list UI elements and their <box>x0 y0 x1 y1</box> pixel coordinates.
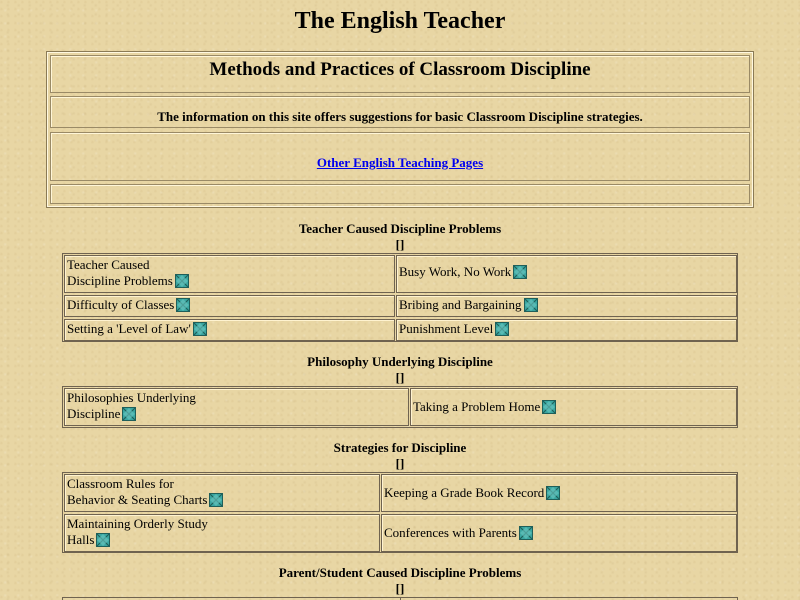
header-link-cell <box>50 132 750 181</box>
item-label-line2: Behavior & Seating Charts <box>67 492 208 507</box>
broken-image-icon[interactable] <box>542 400 556 414</box>
header-intro-cell <box>50 96 750 128</box>
broken-image-icon[interactable] <box>513 265 527 279</box>
page-title: The English Teacher <box>294 8 506 34</box>
list-item[interactable] <box>64 388 409 426</box>
other-pages-link-wrap <box>51 155 749 171</box>
item-label: Setting a 'Level of Law' <box>67 321 191 336</box>
header-intro-text: The information on this site offers suggestions for basic Classroom Discipline strategies. <box>157 109 643 124</box>
header-heading-cell <box>50 55 750 93</box>
item-label: Punishment Level <box>399 321 494 336</box>
list-item[interactable] <box>64 319 395 341</box>
item-label-line2: Discipline <box>67 406 121 421</box>
item-label-line1: Philosophies Underlying <box>67 390 196 405</box>
broken-image-icon[interactable] <box>519 526 533 540</box>
item-label: Taking a Problem Home <box>413 399 541 414</box>
item-label: Busy Work, No Work <box>399 264 512 279</box>
broken-image-icon[interactable] <box>175 274 189 288</box>
broken-image-icon[interactable] <box>524 298 538 312</box>
section-title-philosophy: Philosophy Underlying Discipline <box>307 354 493 369</box>
item-label-line2: Halls <box>67 532 95 547</box>
section-title-strategies: Strategies for Discipline <box>333 440 467 455</box>
section-marker-philosophy: [] <box>395 370 405 385</box>
item-label-line1: Classroom Rules for <box>67 476 174 491</box>
section-marker-strategies: [] <box>395 456 405 471</box>
broken-image-icon[interactable] <box>546 486 560 500</box>
section-title-parent-student: Parent/Student Caused Discipline Problems <box>278 565 522 580</box>
item-label-line2: Discipline Problems <box>67 273 173 288</box>
section-marker-teacher-caused: [] <box>395 237 405 252</box>
item-label-line1: Maintaining Orderly Study <box>67 516 208 531</box>
item-label: Difficulty of Classes <box>67 297 175 312</box>
list-item[interactable] <box>410 388 737 426</box>
other-english-teaching-pages-link[interactable]: Other English Teaching Pages <box>316 155 484 170</box>
list-item[interactable] <box>396 295 737 317</box>
broken-image-icon[interactable] <box>193 322 207 336</box>
section-title-teacher-caused: Teacher Caused Discipline Problems <box>298 221 502 236</box>
header-empty-cell <box>50 184 750 204</box>
broken-image-icon[interactable] <box>176 298 190 312</box>
broken-image-icon[interactable] <box>122 407 136 421</box>
list-item[interactable] <box>64 474 380 512</box>
item-label: Conferences with Parents <box>384 525 517 540</box>
item-label: Bribing and Bargaining <box>399 297 522 312</box>
table-strategies <box>62 472 738 553</box>
list-item[interactable] <box>64 255 395 293</box>
table-philosophy <box>62 386 738 428</box>
broken-image-icon[interactable] <box>209 493 223 507</box>
item-label: Keeping a Grade Book Record <box>384 485 545 500</box>
list-item[interactable] <box>396 255 737 293</box>
header-box <box>46 51 754 208</box>
broken-image-icon[interactable] <box>96 533 110 547</box>
item-label-line1: Teacher Caused <box>67 257 150 272</box>
list-item[interactable] <box>64 514 380 552</box>
header-heading: Methods and Practices of Classroom Discipline <box>209 59 591 80</box>
broken-image-icon[interactable] <box>495 322 509 336</box>
table-teacher-caused <box>62 253 738 342</box>
list-item[interactable] <box>396 319 737 341</box>
list-item[interactable] <box>381 474 737 512</box>
list-item[interactable] <box>64 295 395 317</box>
section-marker-parent-student: [] <box>395 581 405 596</box>
list-item[interactable] <box>381 514 737 552</box>
